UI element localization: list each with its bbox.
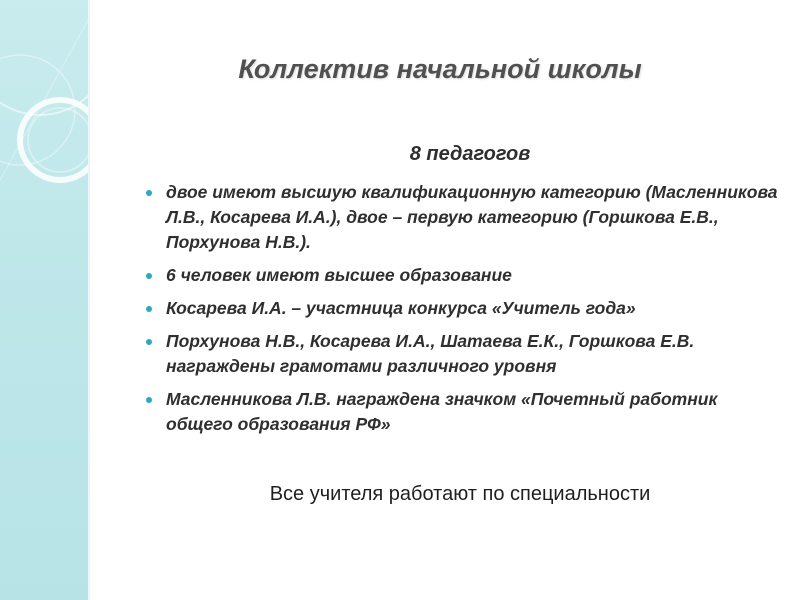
list-item: [146, 263, 786, 288]
list-item-text: Порхунова Н.В., Косарева И.А., Шатаева Е.К., Горшкова Е.В. награждены грамотами различного уровня: [166, 331, 695, 376]
slide-title: Коллектив начальной школы: [238, 54, 642, 84]
slide-subtitle: 8 педагогов: [409, 143, 531, 165]
bullet-dot-icon: [146, 306, 152, 312]
list-item-text: Масленникова Л.В. награждена значком «Почетный работник общего образования РФ»: [166, 389, 718, 434]
list-item: [146, 387, 786, 437]
footer-statement: Все учителя работают по специальности: [269, 483, 651, 505]
list-item-text: Косарева И.А. – участница конкурса «Учитель года»: [166, 298, 636, 318]
bullet-list: [146, 180, 786, 445]
list-item-text: 6 человек имеют высшее образование: [166, 265, 512, 285]
decorative-circles-graphic: [0, 0, 88, 600]
list-item: [146, 180, 786, 255]
bullet-dot-icon: [146, 397, 152, 403]
bullet-dot-icon: [146, 339, 152, 345]
bullet-dot-icon: [146, 190, 152, 196]
list-item: [146, 329, 786, 379]
list-item-text: двое имеют высшую квалификационную категорию (Масленникова Л.В., Косарева И.А.), двое – первую категорию (Горшкова Е.В., Порхунова Н.В.).: [166, 182, 778, 252]
decorative-side-panel: [0, 0, 88, 600]
side-panel-edge: [88, 0, 90, 600]
list-item: [146, 296, 786, 321]
bullet-dot-icon: [146, 273, 152, 279]
